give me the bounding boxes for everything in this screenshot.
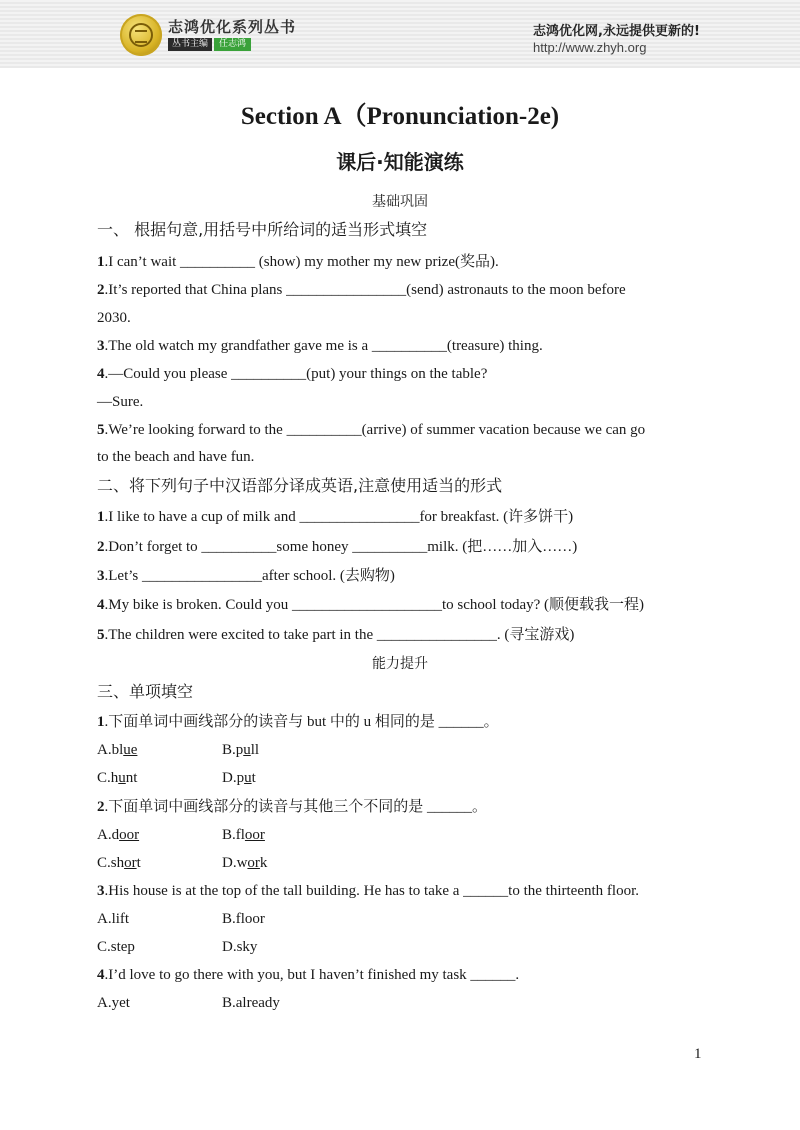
s1-q2: 2.It’s reported that China plans ________________(send) astronauts to the moon before	[97, 282, 626, 298]
s2-q5: 5.The children were excited to take part in the ________________. (寻宝游戏)	[97, 627, 575, 643]
s1-q4: 4.—Could you please __________(put) your things on the table?	[97, 366, 488, 382]
page-title: Section A（Pronunciation-2e)	[240, 103, 560, 130]
s3-q1-option-c: C.hunt	[97, 770, 138, 786]
header-url[interactable]: http://www.zhyh.org	[533, 40, 647, 55]
s1-q3: 3.The old watch my grandfather gave me is a __________(treasure) thing.	[97, 338, 543, 354]
s3-q3-option-a: A.lift	[97, 911, 130, 927]
s3-q4-option-b: B.already	[222, 995, 280, 1011]
s3-q2-option-d: D.work	[222, 855, 268, 871]
s2-q4: 4.My bike is broken. Could you ____________________to school today? (顺便载我一程)	[97, 597, 645, 613]
s1-q5-cont: to the beach and have fun.	[97, 449, 255, 465]
s3-q3-option-d: D.sky	[222, 939, 258, 955]
s3-q4-option-a: A.yet	[97, 995, 130, 1011]
s2-q3: 3.Let’s ________________after school. (去购物)	[97, 568, 395, 584]
page-subtitle: 课后·知能演练	[336, 150, 464, 174]
s3-q1-option-d: D.put	[222, 770, 256, 786]
series-logo-icon	[120, 14, 162, 56]
s1-q1: 1.I can’t wait __________ (show) my mother my new prize(奖品).	[97, 254, 499, 270]
editor-tag: 丛书主编	[168, 38, 212, 51]
s3-q2: 2.下面单词中画线部分的读音与其他三个不同的是 ______。	[97, 799, 488, 815]
section1-heading: 一、 根据句意,用括号中所给词的适当形式填空	[97, 220, 428, 239]
s1-q5: 5.We’re looking forward to the __________(arrive) of summer vacation because we can go	[97, 422, 646, 438]
s1-q2-cont: 2030.	[97, 310, 131, 326]
s2-q1: 1.I like to have a cup of milk and ________________for breakfast. (许多饼干)	[97, 509, 574, 525]
s3-q1-option-b: B.pull	[222, 742, 260, 758]
section3-heading: 三、单项填空	[97, 682, 194, 701]
s1-q4-cont: —Sure.	[97, 394, 144, 410]
section2-heading: 二、将下列句子中汉语部分译成英语,注意使用适当的形式	[97, 476, 503, 495]
s3-q3-option-c: C.step	[97, 939, 135, 955]
s3-q1-option-a: A.blue	[97, 742, 138, 758]
s3-q2-option-c: C.short	[97, 855, 141, 871]
s3-q3: 3.His house is at the top of the tall building. He has to take a ______to the thirteenth floor.	[97, 883, 639, 899]
header-banner	[0, 0, 800, 68]
part-heading-advanced: 能力提升	[372, 656, 428, 672]
s3-q2-option-a: A.door	[97, 827, 140, 843]
s2-q2: 2.Don’t forget to __________some honey __________milk. (把……加入……)	[97, 539, 578, 555]
series-title: 志鸿优化系列丛书	[168, 18, 297, 36]
s3-q1: 1.下面单词中画线部分的读音与 but 中的 u 相同的是 ______。	[97, 714, 499, 730]
part-heading-basic: 基础巩固	[372, 194, 428, 210]
page-number: 1	[694, 1046, 702, 1062]
header-slogan: 志鸿优化网,永远提供更新的!	[533, 24, 700, 39]
editor-name: 任志鸿	[214, 38, 251, 51]
s3-q2-option-b: B.floor	[222, 827, 265, 843]
s3-q4: 4.I’d love to go there with you, but I haven’t finished my task ______.	[97, 967, 520, 983]
s3-q3-option-b: B.floor	[222, 911, 265, 927]
editor-row	[168, 38, 251, 51]
